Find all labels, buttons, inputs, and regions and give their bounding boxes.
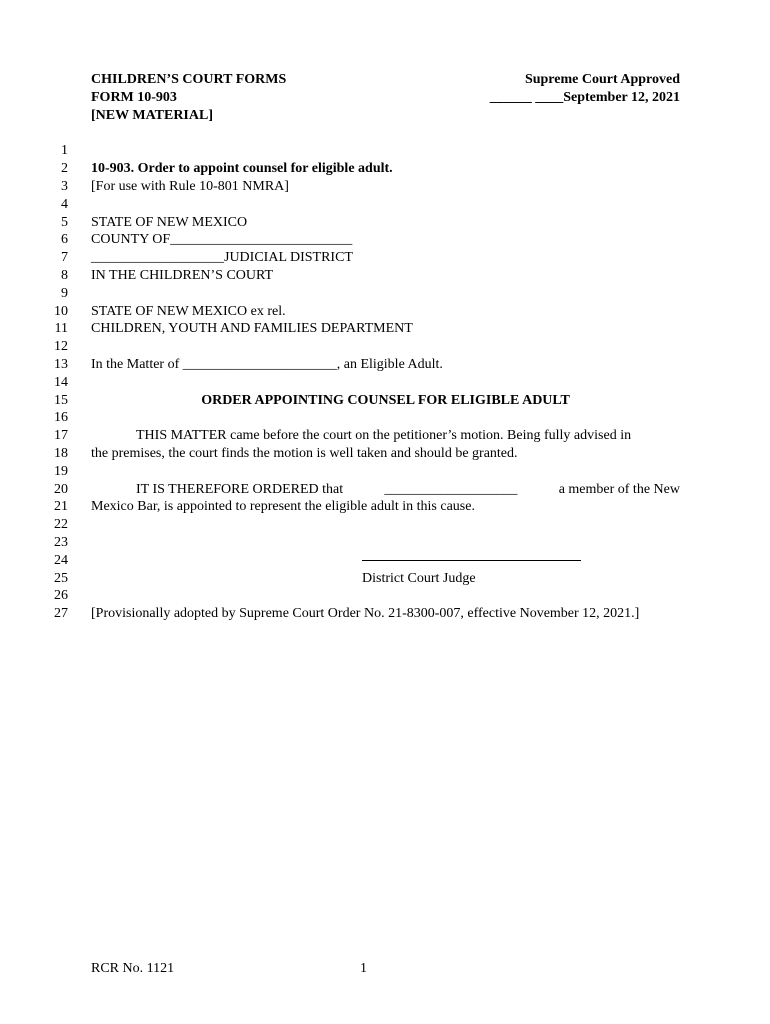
- line-number: 6: [61, 232, 68, 247]
- line-number: 18: [54, 446, 68, 461]
- line-number: 3: [61, 179, 68, 194]
- header-new-material: [NEW MATERIAL]: [91, 108, 213, 123]
- line-number: 14: [54, 375, 68, 390]
- rule-reference: [For use with Rule 10-801 NMRA]: [91, 179, 289, 194]
- line-number: 19: [54, 464, 68, 479]
- paragraph-1-line-2: the premises, the court finds the motion is well taken and should be granted.: [91, 446, 518, 461]
- line-number: 1: [61, 143, 68, 158]
- header-right: [490, 71, 680, 107]
- counsel-name-blank: ___________________: [384, 482, 518, 497]
- line-number: 16: [54, 410, 68, 425]
- footer-page-number: 1: [360, 961, 367, 976]
- line-number: 23: [54, 535, 68, 550]
- header-form-number: FORM 10-903: [91, 90, 177, 105]
- order-heading: ORDER APPOINTING COUNSEL FOR ELIGIBLE ADULT: [201, 393, 570, 408]
- line-number: 9: [61, 286, 68, 301]
- form-title: 10-903. Order to appoint counsel for eligible adult.: [91, 161, 393, 176]
- bar-member-clause: a member of the New: [558, 482, 680, 497]
- line-number: 13: [54, 357, 68, 372]
- paragraph-1-line-1: THIS MATTER came before the court on the petitioner’s motion. Being fully advised in: [136, 428, 632, 443]
- ordered-clause: IT IS THEREFORE ORDERED that: [136, 482, 344, 497]
- line-number: 5: [61, 215, 68, 230]
- line-number: 20: [54, 482, 68, 497]
- caption-state: STATE OF NEW MEXICO: [91, 215, 248, 230]
- header-approval: Supreme Court Approved: [524, 72, 680, 87]
- line-number: 21: [54, 499, 68, 514]
- line-number: 2: [61, 161, 68, 176]
- line-number: 25: [54, 571, 68, 586]
- header-approval-date: ______ ____September 12, 2021: [489, 90, 680, 105]
- line-number: 4: [61, 197, 68, 212]
- header-left: [91, 71, 286, 125]
- line-number: 27: [54, 606, 68, 621]
- line-number: 7: [61, 250, 68, 265]
- line-number: 10: [54, 304, 68, 319]
- caption-district: ___________________JUDICIAL DISTRICT: [91, 250, 353, 265]
- line-number: 11: [54, 321, 68, 336]
- header-forms-title: CHILDREN’S COURT FORMS: [91, 72, 287, 87]
- line-number: 17: [54, 428, 68, 443]
- footer-rcr-number: RCR No. 1121: [91, 961, 175, 976]
- caption-ex-rel: STATE OF NEW MEXICO ex rel.: [91, 304, 286, 319]
- paragraph-2-line-1: [91, 482, 680, 498]
- line-number: 12: [54, 339, 68, 354]
- adoption-note: [Provisionally adopted by Supreme Court Order No. 21-8300-007, effective November 12, 2021.]: [91, 606, 640, 621]
- line-number: 24: [54, 553, 68, 568]
- signature-line: [362, 560, 581, 561]
- line-number: 26: [54, 588, 68, 603]
- caption-county: COUNTY OF__________________________: [91, 232, 353, 247]
- caption-court: IN THE CHILDREN’S COURT: [91, 268, 274, 283]
- line-number: 8: [61, 268, 68, 283]
- signature-label: District Court Judge: [362, 571, 476, 586]
- caption-department: CHILDREN, YOUTH AND FAMILIES DEPARTMENT: [91, 321, 413, 336]
- line-number: 15: [54, 393, 68, 408]
- matter-line: In the Matter of ______________________, an Eligible Adult.: [91, 357, 443, 372]
- paragraph-2-line-2: Mexico Bar, is appointed to represent the eligible adult in this cause.: [91, 499, 475, 514]
- line-number: 22: [54, 517, 68, 532]
